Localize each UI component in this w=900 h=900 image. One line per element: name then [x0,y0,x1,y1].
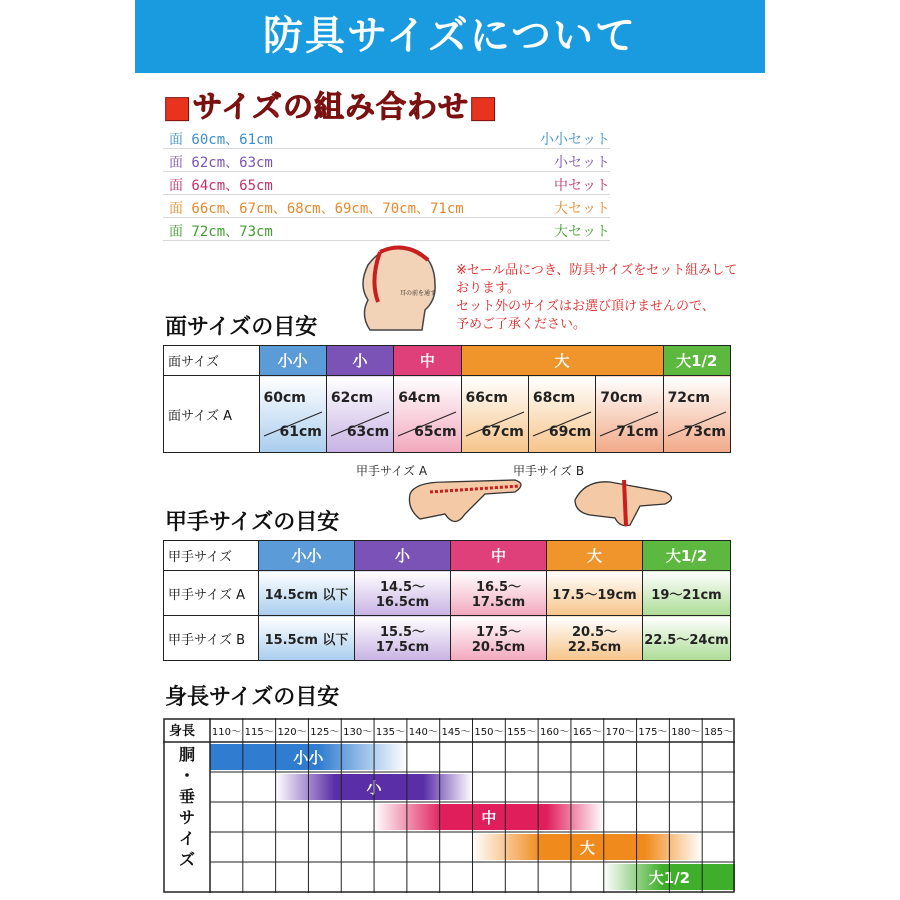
men-header-ss: 小小 [259,346,326,376]
men-size-title: 面サイズの目安 [165,315,318,340]
note-line: 予めご了承ください。 [456,317,587,332]
height-corner-label: 身長 [169,724,196,739]
kote-cell: 14.5cm 以下 [259,571,355,616]
height-col-label: 150～ [474,727,504,738]
combo-row-set: 大セット [554,201,610,217]
height-size-grid [163,718,735,893]
combo-row-set: 中セット [554,178,610,194]
kote-header-label: 甲手サイズ [164,541,259,571]
height-col-label: 145～ [441,727,471,738]
combo-row-sizes: 面 60cm、61cm [169,132,273,148]
height-bar-label: 小小 [293,749,324,767]
size-combo-row [163,195,610,218]
combo-row-sizes: 面 66cm、67cm、68cm、69cm、70cm、71cm [169,201,464,217]
combo-row-set: 小小セット [540,132,610,148]
kote-cell: 19～21cm [643,571,731,616]
head-measure-icon [350,240,450,335]
height-bar-label: 大 [579,839,595,857]
kote-row-label: 甲手サイズ B [164,616,259,661]
height-col-label: 110～ [211,727,241,738]
hand-a-icon [405,474,530,532]
kote-size-table [163,540,731,661]
kote-cell: 14.5～16.5cm [355,571,451,616]
men-cell: 62cm 63cm [326,376,393,453]
size-combo-row [163,149,610,172]
height-col-label: 160～ [539,727,570,738]
size-combo-row [163,126,610,149]
men-cell: 68cm 69cm [528,376,595,453]
note-line: ※セール品につき、防具サイズをセット組みして [456,263,738,278]
men-header-ll: 大1/2 [663,346,730,376]
combo-row-set: 大セット [554,224,610,240]
height-bar-label: 小 [366,779,382,797]
men-cell: 60cm 61cm [259,376,326,453]
height-col-label: 155～ [507,727,537,738]
hand-b-icon [570,470,680,530]
men-size-table [163,345,731,453]
head-measure-label: 耳の前を通す [400,290,437,297]
size-combo-title: ■サイズの組み合わせ■ [163,90,499,125]
men-header-l: 大 [461,346,663,376]
note-line: セット外のサイズはお選び頂けませんので、 [456,299,715,314]
kote-size-title: 甲手サイズの目安 [165,510,340,535]
men-row-label: 面サイズ A [164,376,260,453]
height-col-label: 130～ [343,727,373,738]
note-line: おります。 [456,281,520,296]
men-cell: 66cm 67cm [461,376,528,453]
height-size-title: 身長サイズの目安 [165,685,340,710]
men-header-m: 中 [394,346,461,376]
height-col-label: 165～ [572,727,602,738]
kote-cell: 15.5cm 以下 [259,616,355,661]
kote-header-s: 小 [355,541,451,571]
combo-row-sizes: 面 64cm、65cm [169,178,273,194]
height-bar-label: 中 [481,809,497,827]
men-row-label: 面サイズ [164,346,260,376]
height-col-label: 175～ [638,727,668,738]
height-col-label: 120～ [277,727,307,738]
kote-header-ss: 小小 [259,541,355,571]
size-combo-row [163,172,610,195]
kote-header-m: 中 [451,541,547,571]
men-header-s: 小 [326,346,393,376]
combo-row-set: 小セット [554,155,610,171]
combo-row-sizes: 面 62cm、63cm [169,155,273,171]
men-cell: 72cm 73cm [663,376,730,453]
height-col-label: 135～ [375,727,406,738]
combo-row-sizes: 面 72cm、73cm [169,224,273,240]
kote-cell: 15.5～17.5cm [355,616,451,661]
kote-fig-b-label: 甲手サイズ B [513,464,585,478]
kote-row-label: 甲手サイズ A [164,571,259,616]
kote-header-ll: 大1/2 [643,541,731,571]
kote-cell: 16.5～17.5cm [451,571,547,616]
sale-note [456,262,766,334]
size-combo-row [163,218,610,241]
height-col-label: 185～ [704,727,734,738]
height-col-label: 180～ [671,727,701,738]
height-side-label: 胴・垂サイズ [178,745,196,869]
kote-cell: 17.5～20.5cm [451,616,547,661]
height-col-label: 125～ [310,727,340,738]
height-col-label: 170～ [605,727,635,738]
kote-cell: 22.5～24cm [643,616,731,661]
kote-fig-a-label: 甲手サイズ A [356,464,428,478]
kote-header-l: 大 [547,541,643,571]
men-cell: 70cm 71cm [596,376,663,453]
kote-cell: 17.5～19cm [547,571,643,616]
men-cell: 64cm 65cm [394,376,461,453]
kote-cell: 20.5～22.5cm [547,616,643,661]
height-col-label: 115～ [244,727,274,738]
height-bar-label: 大1/2 [648,869,691,887]
height-col-label: 140～ [408,727,438,738]
height-grid-svg [163,718,735,893]
page-banner: 防具サイズについて [135,0,765,73]
